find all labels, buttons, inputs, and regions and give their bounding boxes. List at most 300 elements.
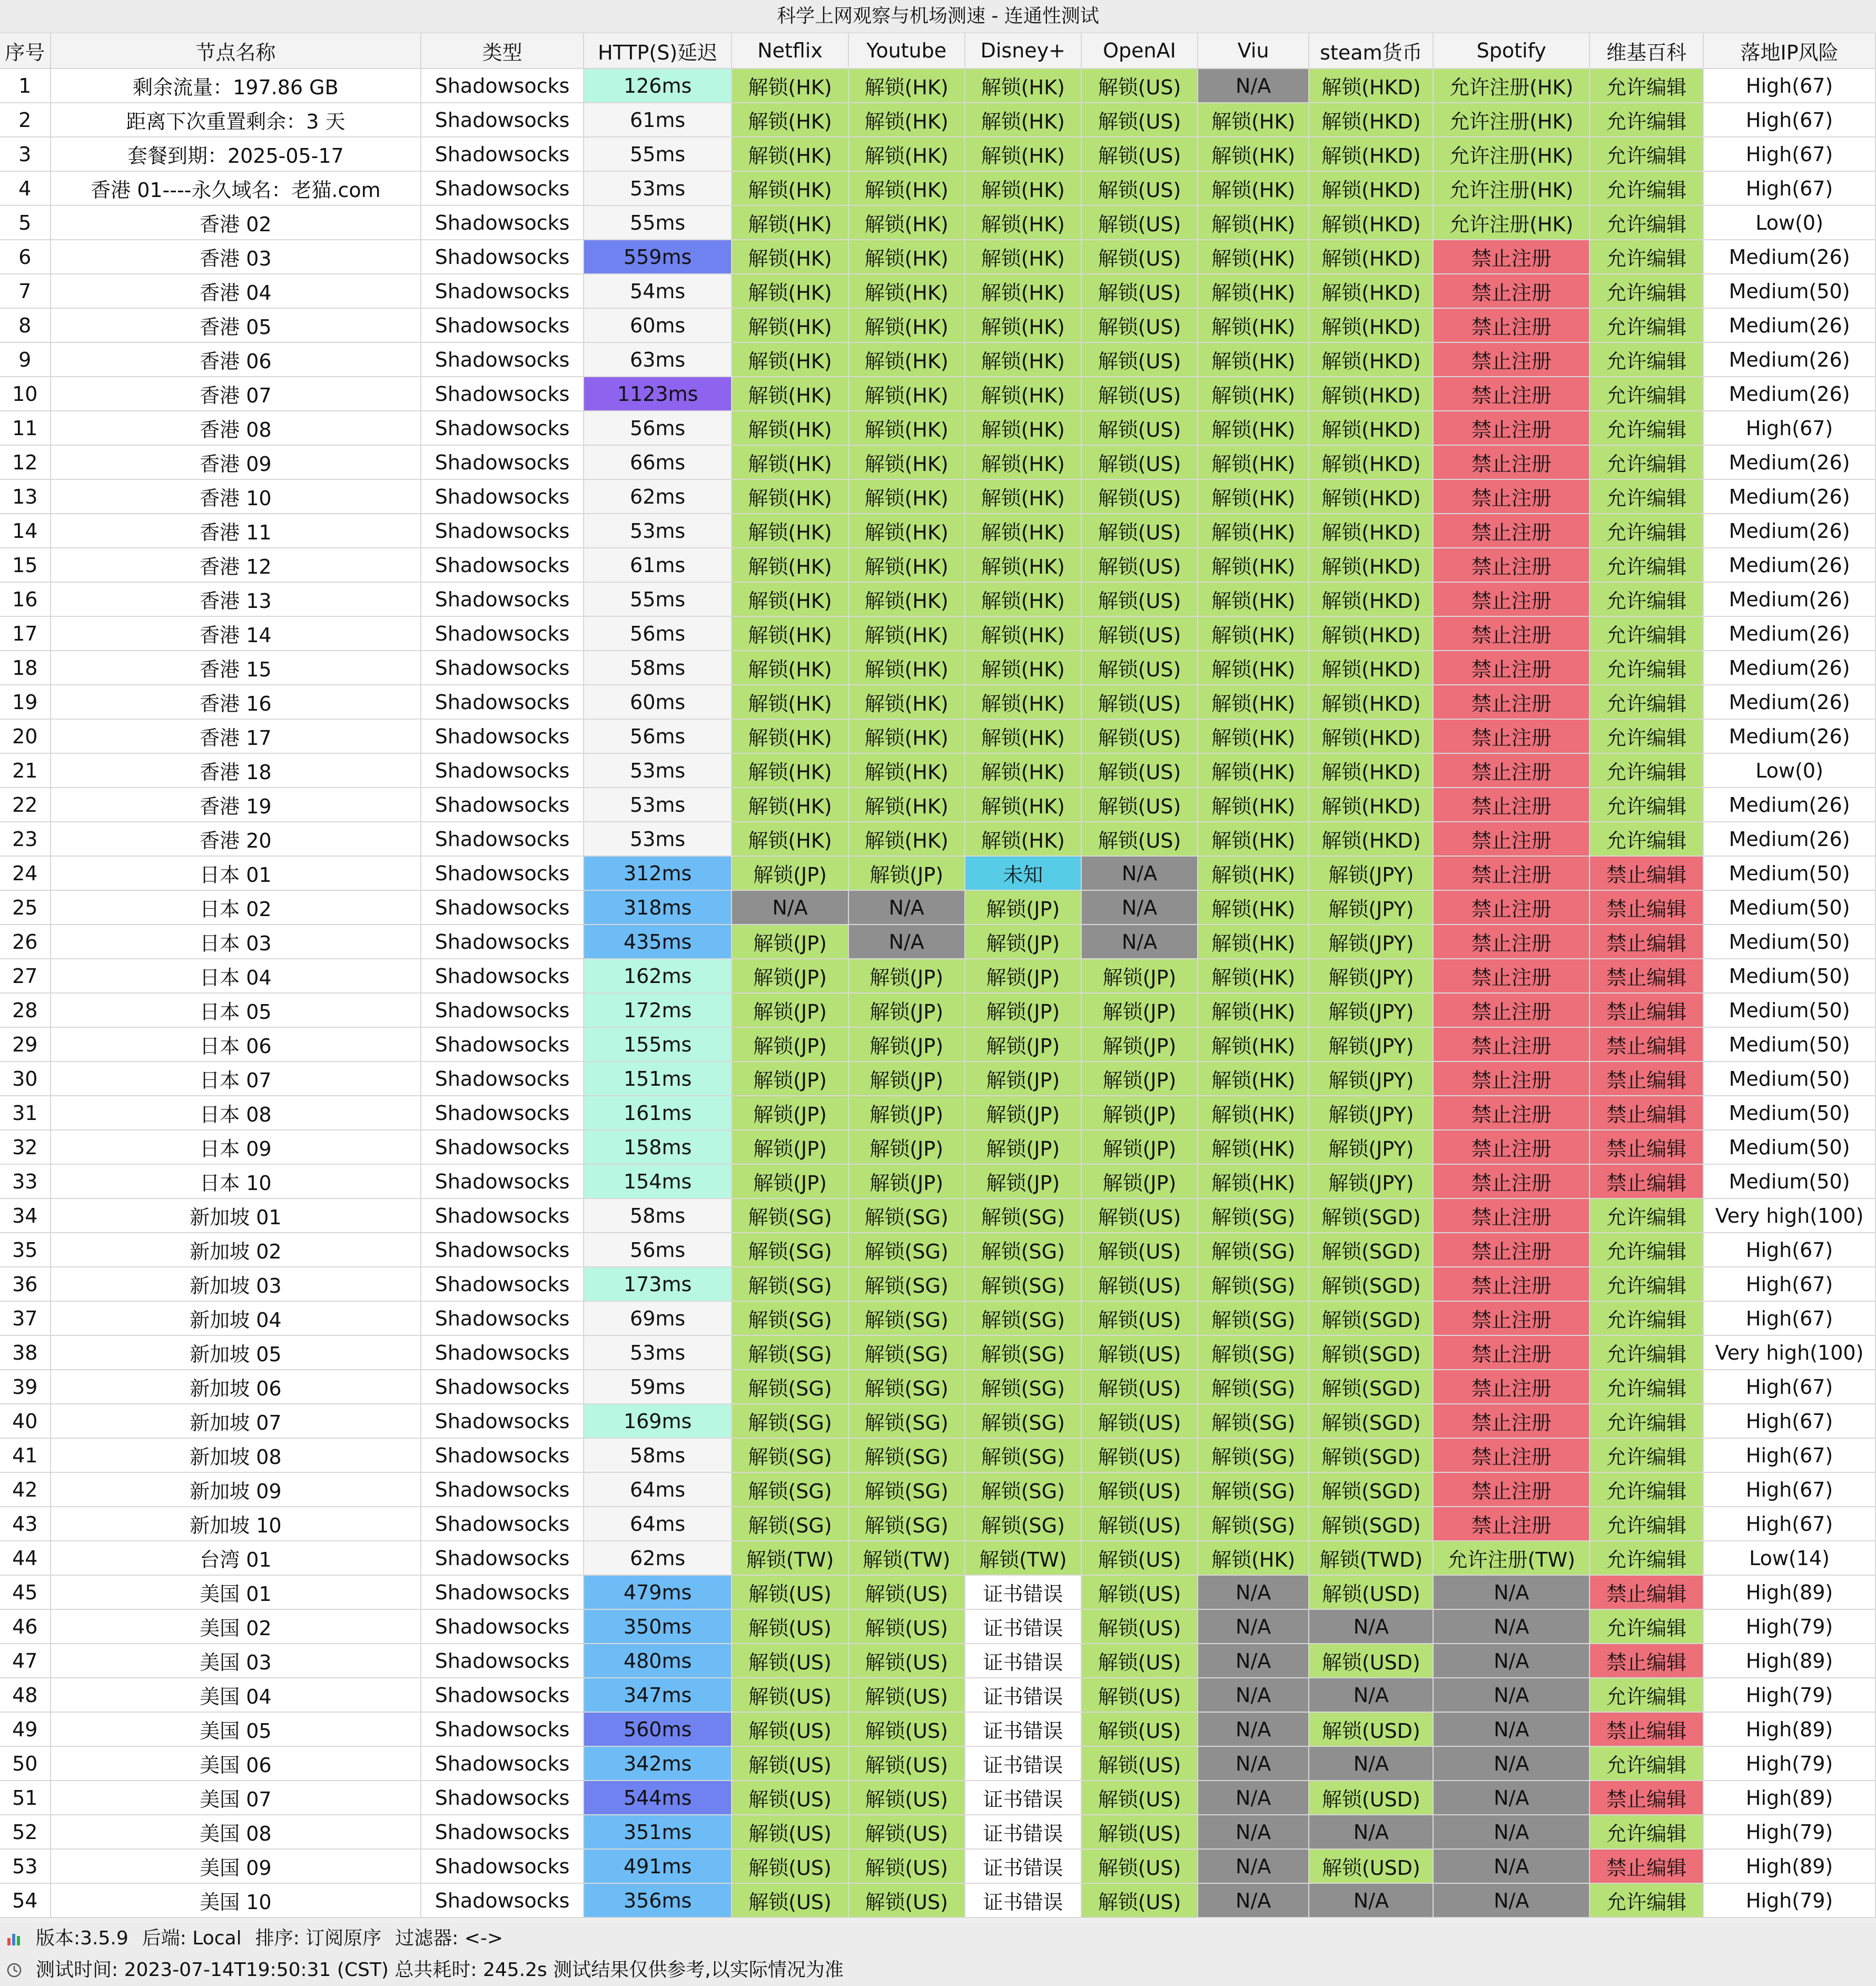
cell-openai: 解锁(US) (1081, 445, 1198, 479)
cell-steam-currency: 解锁(USD) (1309, 1575, 1433, 1609)
cell-wikipedia: 允许编辑 (1589, 205, 1703, 240)
cell-spotify: 禁止注册 (1433, 1472, 1589, 1507)
cell-disney: 证书错误 (965, 1609, 1081, 1644)
table-row[interactable] (0, 1267, 1875, 1301)
cell-type: Shadowsocks (421, 1233, 584, 1267)
cell-wikipedia: 允许编辑 (1589, 274, 1703, 308)
cell-index: 11 (0, 411, 51, 445)
cell-wikipedia: 禁止编辑 (1589, 925, 1703, 959)
cell-openai: 解锁(US) (1081, 1438, 1198, 1472)
header-latency[interactable]: HTTP(S)延迟 (584, 33, 732, 68)
table-row[interactable] (0, 1198, 1875, 1233)
cell-youtube: 解锁(SG) (848, 1198, 965, 1233)
cell-wikipedia: 允许编辑 (1589, 1370, 1703, 1404)
cell-steam-currency: 解锁(HKD) (1309, 822, 1433, 856)
cell-steam-currency: 解锁(USD) (1309, 1781, 1433, 1815)
table-row[interactable] (0, 993, 1875, 1027)
cell-youtube: 解锁(US) (848, 1815, 965, 1849)
cell-ip-risk: High(67) (1703, 1233, 1875, 1267)
cell-node-name: 美国 07 (51, 1781, 421, 1815)
cell-spotify: 禁止注册 (1433, 445, 1589, 479)
table-row[interactable] (0, 822, 1875, 856)
cell-node-name: 日本 06 (51, 1027, 421, 1061)
cell-index: 31 (0, 1096, 51, 1130)
cell-index: 38 (0, 1335, 51, 1370)
cell-ip-risk: High(79) (1703, 1609, 1875, 1644)
cell-openai: 解锁(US) (1081, 1301, 1198, 1335)
table-row[interactable] (0, 1130, 1875, 1164)
table-row[interactable] (0, 274, 1875, 308)
cell-index: 27 (0, 959, 51, 993)
table-row[interactable] (0, 1815, 1875, 1849)
header-youtube[interactable]: Youtube (848, 33, 965, 68)
cell-wikipedia: 允许编辑 (1589, 1746, 1703, 1781)
cell-youtube: 解锁(JP) (848, 1061, 965, 1096)
cell-latency: 154ms (584, 1164, 732, 1198)
cell-node-name: 香港 07 (51, 377, 421, 411)
cell-steam-currency: 解锁(HKD) (1309, 685, 1433, 719)
cell-ip-risk: Medium(26) (1703, 719, 1875, 753)
cell-wikipedia: 允许编辑 (1589, 1678, 1703, 1712)
cell-youtube: 解锁(US) (848, 1883, 965, 1918)
cell-disney: 解锁(HK) (965, 274, 1081, 308)
table-row[interactable] (0, 959, 1875, 993)
cell-steam-currency: 解锁(JPY) (1309, 1061, 1433, 1096)
header-netflix[interactable]: Netflix (732, 33, 848, 68)
cell-latency: 435ms (584, 925, 732, 959)
cell-steam-currency: N/A (1309, 1746, 1433, 1781)
cell-openai: 解锁(US) (1081, 514, 1198, 548)
cell-steam-currency: 解锁(HKD) (1309, 445, 1433, 479)
cell-netflix: 解锁(HK) (732, 445, 848, 479)
cell-netflix: 解锁(HK) (732, 719, 848, 753)
cell-node-name: 香港 18 (51, 753, 421, 788)
cell-viu: 解锁(SG) (1198, 1438, 1309, 1472)
table-row[interactable] (0, 1096, 1875, 1130)
cell-node-name: 香港 02 (51, 205, 421, 240)
cell-netflix: 解锁(SG) (732, 1233, 848, 1267)
cell-type: Shadowsocks (421, 1027, 584, 1061)
cell-type: Shadowsocks (421, 1644, 584, 1678)
cell-wikipedia: 允许编辑 (1589, 171, 1703, 205)
cell-netflix: 解锁(US) (732, 1781, 848, 1815)
cell-latency: 55ms (584, 137, 732, 171)
cell-steam-currency: 解锁(HKD) (1309, 582, 1433, 616)
cell-wikipedia: 允许编辑 (1589, 582, 1703, 616)
table-row[interactable] (0, 411, 1875, 445)
header-openai[interactable]: OpenAI (1081, 33, 1198, 68)
cell-spotify: 禁止注册 (1433, 1027, 1589, 1061)
table-row[interactable] (0, 548, 1875, 582)
cell-openai: 解锁(US) (1081, 616, 1198, 651)
cell-steam-currency: 解锁(HKD) (1309, 548, 1433, 582)
table-row[interactable] (0, 137, 1875, 171)
cell-spotify: 禁止注册 (1433, 959, 1589, 993)
cell-type: Shadowsocks (421, 1438, 584, 1472)
cell-openai: 解锁(US) (1081, 753, 1198, 788)
cell-openai: 解锁(US) (1081, 1575, 1198, 1609)
table-row[interactable] (0, 377, 1875, 411)
cell-disney: 解锁(HK) (965, 68, 1081, 103)
header-steam-currency[interactable]: steam货币 (1309, 33, 1433, 68)
cell-spotify: 禁止注册 (1433, 1507, 1589, 1541)
table-row[interactable] (0, 1027, 1875, 1061)
table-row[interactable] (0, 788, 1875, 822)
cell-openai: 解锁(US) (1081, 1541, 1198, 1575)
cell-latency: 162ms (584, 959, 732, 993)
cell-node-name: 新加坡 07 (51, 1404, 421, 1438)
table-row[interactable] (0, 1404, 1875, 1438)
cell-node-name: 香港 12 (51, 548, 421, 582)
table-row[interactable] (0, 685, 1875, 719)
cell-netflix: 解锁(HK) (732, 685, 848, 719)
cell-spotify: N/A (1433, 1678, 1589, 1712)
cell-steam-currency: 解锁(SGD) (1309, 1301, 1433, 1335)
table-row[interactable] (0, 1507, 1875, 1541)
cell-openai: 解锁(US) (1081, 68, 1198, 103)
header-index[interactable]: 序号 (0, 33, 51, 68)
cell-wikipedia: 允许编辑 (1589, 1541, 1703, 1575)
cell-ip-risk: Medium(26) (1703, 788, 1875, 822)
table-row[interactable] (0, 68, 1875, 103)
cell-openai: 解锁(US) (1081, 1849, 1198, 1883)
cell-latency: 58ms (584, 1438, 732, 1472)
cell-youtube: 解锁(SG) (848, 1301, 965, 1335)
cell-latency: 155ms (584, 1027, 732, 1061)
table-row[interactable] (0, 514, 1875, 548)
cell-type: Shadowsocks (421, 856, 584, 890)
cell-steam-currency: 解锁(HKD) (1309, 205, 1433, 240)
cell-viu: 解锁(HK) (1198, 445, 1309, 479)
cell-ip-risk: High(67) (1703, 1438, 1875, 1472)
cell-disney: 解锁(SG) (965, 1198, 1081, 1233)
cell-viu: N/A (1198, 1678, 1309, 1712)
table-row[interactable] (0, 890, 1875, 925)
cell-latency: 56ms (584, 616, 732, 651)
cell-netflix: 解锁(JP) (732, 856, 848, 890)
table-row[interactable] (0, 1712, 1875, 1746)
cell-viu: 解锁(SG) (1198, 1233, 1309, 1267)
cell-node-name: 美国 09 (51, 1849, 421, 1883)
cell-wikipedia: 允许编辑 (1589, 445, 1703, 479)
cell-wikipedia: 禁止编辑 (1589, 1027, 1703, 1061)
table-row[interactable] (0, 753, 1875, 788)
table-row[interactable] (0, 1883, 1875, 1918)
cell-youtube: 解锁(HK) (848, 377, 965, 411)
table-row[interactable] (0, 445, 1875, 479)
cell-viu: N/A (1198, 1609, 1309, 1644)
cell-disney: 解锁(JP) (965, 925, 1081, 959)
cell-openai: 解锁(US) (1081, 205, 1198, 240)
cell-spotify: 禁止注册 (1433, 1335, 1589, 1370)
cell-youtube: 解锁(HK) (848, 753, 965, 788)
header-node-name[interactable]: 节点名称 (51, 33, 421, 68)
cell-type: Shadowsocks (421, 1609, 584, 1644)
cell-netflix: 解锁(HK) (732, 411, 848, 445)
table-row[interactable] (0, 171, 1875, 205)
table-row[interactable] (0, 205, 1875, 240)
cell-disney: 解锁(JP) (965, 959, 1081, 993)
clock-icon (6, 1962, 22, 1978)
cell-disney: 证书错误 (965, 1883, 1081, 1918)
table-row[interactable] (0, 1575, 1875, 1609)
cell-ip-risk: Medium(50) (1703, 959, 1875, 993)
cell-ip-risk: Medium(26) (1703, 445, 1875, 479)
cell-type: Shadowsocks (421, 1370, 584, 1404)
cell-wikipedia: 允许编辑 (1589, 1267, 1703, 1301)
cell-latency: 318ms (584, 890, 732, 925)
header-viu[interactable]: Viu (1198, 33, 1309, 68)
cell-disney: 解锁(JP) (965, 890, 1081, 925)
cell-spotify: N/A (1433, 1712, 1589, 1746)
cell-openai: 解锁(US) (1081, 171, 1198, 205)
cell-youtube: 解锁(SG) (848, 1370, 965, 1404)
cell-node-name: 香港 20 (51, 822, 421, 856)
cell-ip-risk: High(89) (1703, 1712, 1875, 1746)
cell-wikipedia: 允许编辑 (1589, 479, 1703, 514)
cell-type: Shadowsocks (421, 137, 584, 171)
cell-youtube: 解锁(SG) (848, 1438, 965, 1472)
cell-type: Shadowsocks (421, 342, 584, 377)
table-row[interactable] (0, 479, 1875, 514)
cell-type: Shadowsocks (421, 514, 584, 548)
cell-index: 23 (0, 822, 51, 856)
cell-viu: 解锁(HK) (1198, 479, 1309, 514)
cell-steam-currency: 解锁(SGD) (1309, 1370, 1433, 1404)
cell-spotify: 禁止注册 (1433, 788, 1589, 822)
cell-netflix: 解锁(JP) (732, 925, 848, 959)
cell-openai: 解锁(US) (1081, 1609, 1198, 1644)
cell-latency: 58ms (584, 1198, 732, 1233)
cell-steam-currency: 解锁(SGD) (1309, 1267, 1433, 1301)
cell-steam-currency: 解锁(SGD) (1309, 1233, 1433, 1267)
cell-steam-currency: 解锁(JPY) (1309, 1164, 1433, 1198)
cell-viu: 解锁(HK) (1198, 274, 1309, 308)
cell-latency: 56ms (584, 719, 732, 753)
cell-type: Shadowsocks (421, 205, 584, 240)
table-row[interactable] (0, 1233, 1875, 1267)
cell-ip-risk: High(67) (1703, 1472, 1875, 1507)
cell-ip-risk: Very high(100) (1703, 1198, 1875, 1233)
cell-latency: 53ms (584, 753, 732, 788)
cell-type: Shadowsocks (421, 993, 584, 1027)
table-row[interactable] (0, 1335, 1875, 1370)
cell-spotify: 允许注册(HK) (1433, 205, 1589, 240)
cell-netflix: 解锁(HK) (732, 103, 848, 137)
cell-disney: 解锁(SG) (965, 1507, 1081, 1541)
cell-node-name: 日本 04 (51, 959, 421, 993)
table-row[interactable] (0, 1301, 1875, 1335)
cell-disney: 解锁(HK) (965, 205, 1081, 240)
table-row[interactable] (0, 925, 1875, 959)
cell-disney: 证书错误 (965, 1712, 1081, 1746)
cell-index: 28 (0, 993, 51, 1027)
cell-netflix: 解锁(JP) (732, 959, 848, 993)
cell-netflix: 解锁(HK) (732, 788, 848, 822)
cell-type: Shadowsocks (421, 719, 584, 753)
cell-youtube: 解锁(HK) (848, 103, 965, 137)
status-filter: 过滤器: <-> (395, 1928, 503, 1949)
table-row[interactable] (0, 582, 1875, 616)
table-row[interactable] (0, 1164, 1875, 1198)
cell-youtube: 解锁(JP) (848, 993, 965, 1027)
table-row[interactable] (0, 342, 1875, 377)
cell-viu: N/A (1198, 68, 1309, 103)
cell-index: 33 (0, 1164, 51, 1198)
cell-disney: 解锁(HK) (965, 240, 1081, 274)
cell-netflix: 解锁(HK) (732, 651, 848, 685)
cell-latency: 64ms (584, 1507, 732, 1541)
cell-type: Shadowsocks (421, 685, 584, 719)
cell-node-name: 香港 17 (51, 719, 421, 753)
header-wikipedia[interactable]: 维基百科 (1589, 33, 1703, 68)
cell-type: Shadowsocks (421, 1883, 584, 1918)
cell-netflix: 解锁(HK) (732, 137, 848, 171)
table-row[interactable] (0, 1438, 1875, 1472)
table-row[interactable] (0, 856, 1875, 890)
cell-index: 54 (0, 1883, 51, 1918)
cell-youtube: 解锁(SG) (848, 1472, 965, 1507)
cell-type: Shadowsocks (421, 68, 584, 103)
cell-viu: 解锁(HK) (1198, 719, 1309, 753)
cell-ip-risk: High(67) (1703, 411, 1875, 445)
cell-netflix: 解锁(SG) (732, 1404, 848, 1438)
table-row[interactable] (0, 1678, 1875, 1712)
table-row[interactable] (0, 1781, 1875, 1815)
cell-latency: 63ms (584, 342, 732, 377)
table-row[interactable] (0, 1849, 1875, 1883)
table-row[interactable] (0, 103, 1875, 137)
header-disney[interactable]: Disney+ (965, 33, 1081, 68)
cell-index: 3 (0, 137, 51, 171)
header-spotify[interactable]: Spotify (1433, 33, 1589, 68)
table-row[interactable] (0, 1609, 1875, 1644)
cell-wikipedia: 禁止编辑 (1589, 1164, 1703, 1198)
cell-youtube: 解锁(HK) (848, 822, 965, 856)
cell-index: 34 (0, 1198, 51, 1233)
cell-type: Shadowsocks (421, 616, 584, 651)
table-row[interactable] (0, 240, 1875, 274)
header-ip-risk[interactable]: 落地IP风险 (1703, 33, 1875, 68)
table-row[interactable] (0, 1644, 1875, 1678)
cell-youtube: N/A (848, 890, 965, 925)
cell-index: 5 (0, 205, 51, 240)
status-test-time: 测试时间: 2023-07-14T19:50:31 (CST) 总共耗时: 245.2s 测试结果仅供参考,以实际情况为准 (36, 1959, 844, 1981)
cell-ip-risk: Medium(26) (1703, 240, 1875, 274)
table-row[interactable] (0, 1746, 1875, 1781)
cell-spotify: 允许注册(HK) (1433, 171, 1589, 205)
cell-netflix: N/A (732, 890, 848, 925)
table-row[interactable] (0, 1541, 1875, 1575)
cell-steam-currency: 解锁(HKD) (1309, 137, 1433, 171)
cell-wikipedia: 禁止编辑 (1589, 856, 1703, 890)
cell-disney: 解锁(JP) (965, 1096, 1081, 1130)
cell-type: Shadowsocks (421, 1404, 584, 1438)
cell-spotify: N/A (1433, 1644, 1589, 1678)
cell-youtube: 解锁(US) (848, 1575, 965, 1609)
cell-netflix: 解锁(US) (732, 1609, 848, 1644)
cell-type: Shadowsocks (421, 1815, 584, 1849)
cell-ip-risk: High(67) (1703, 1301, 1875, 1335)
cell-spotify: 允许注册(HK) (1433, 103, 1589, 137)
cell-netflix: 解锁(JP) (732, 993, 848, 1027)
cell-ip-risk: Medium(26) (1703, 822, 1875, 856)
cell-disney: 证书错误 (965, 1746, 1081, 1781)
cell-wikipedia: 允许编辑 (1589, 1301, 1703, 1335)
cell-node-name: 新加坡 03 (51, 1267, 421, 1301)
table-row[interactable] (0, 719, 1875, 753)
cell-spotify: 禁止注册 (1433, 651, 1589, 685)
cell-youtube: N/A (848, 925, 965, 959)
cell-openai: 解锁(US) (1081, 1335, 1198, 1370)
cell-viu: 解锁(SG) (1198, 1335, 1309, 1370)
cell-ip-risk: Medium(50) (1703, 856, 1875, 890)
cell-index: 18 (0, 651, 51, 685)
table-row[interactable] (0, 616, 1875, 651)
cell-netflix: 解锁(HK) (732, 548, 848, 582)
window-title: 科学上网观察与机场测速 - 连通性测试 (0, 0, 1876, 33)
cell-steam-currency: 解锁(HKD) (1309, 68, 1433, 103)
cell-viu: 解锁(HK) (1198, 788, 1309, 822)
cell-viu: N/A (1198, 1712, 1309, 1746)
table-row[interactable] (0, 651, 1875, 685)
table-row[interactable] (0, 1472, 1875, 1507)
cell-type: Shadowsocks (421, 753, 584, 788)
status-version: 版本:3.5.9 (36, 1928, 129, 1949)
header-type[interactable]: 类型 (421, 33, 584, 68)
cell-spotify: 禁止注册 (1433, 1198, 1589, 1233)
cell-steam-currency: 解锁(HKD) (1309, 342, 1433, 377)
cell-viu: 解锁(HK) (1198, 890, 1309, 925)
cell-type: Shadowsocks (421, 1164, 584, 1198)
cell-viu: 解锁(SG) (1198, 1507, 1309, 1541)
cell-spotify: 禁止注册 (1433, 377, 1589, 411)
cell-node-name: 新加坡 08 (51, 1438, 421, 1472)
cell-wikipedia: 允许编辑 (1589, 103, 1703, 137)
cell-openai: 解锁(US) (1081, 651, 1198, 685)
cell-ip-risk: High(67) (1703, 171, 1875, 205)
cell-node-name: 香港 06 (51, 342, 421, 377)
cell-disney: 解锁(HK) (965, 753, 1081, 788)
cell-netflix: 解锁(HK) (732, 377, 848, 411)
cell-index: 13 (0, 479, 51, 514)
cell-node-name: 美国 01 (51, 1575, 421, 1609)
cell-steam-currency: 解锁(USD) (1309, 1712, 1433, 1746)
table-row[interactable] (0, 1061, 1875, 1096)
cell-index: 32 (0, 1130, 51, 1164)
cell-ip-risk: Medium(50) (1703, 993, 1875, 1027)
cell-viu: 解锁(HK) (1198, 651, 1309, 685)
cell-openai: 解锁(US) (1081, 788, 1198, 822)
cell-netflix: 解锁(HK) (732, 822, 848, 856)
cell-latency: 56ms (584, 411, 732, 445)
bar-chart-icon (6, 1931, 22, 1946)
cell-steam-currency: 解锁(HKD) (1309, 411, 1433, 445)
cell-netflix: 解锁(SG) (732, 1335, 848, 1370)
cell-openai: 解锁(US) (1081, 1233, 1198, 1267)
cell-viu: N/A (1198, 1575, 1309, 1609)
cell-type: Shadowsocks (421, 925, 584, 959)
cell-youtube: 解锁(US) (848, 1644, 965, 1678)
cell-openai: 解锁(JP) (1081, 1061, 1198, 1096)
cell-index: 45 (0, 1575, 51, 1609)
table-row[interactable] (0, 1370, 1875, 1404)
results-table (0, 33, 1876, 1918)
cell-type: Shadowsocks (421, 1061, 584, 1096)
table-row[interactable] (0, 308, 1875, 342)
cell-steam-currency: 解锁(JPY) (1309, 925, 1433, 959)
cell-viu: N/A (1198, 1815, 1309, 1849)
